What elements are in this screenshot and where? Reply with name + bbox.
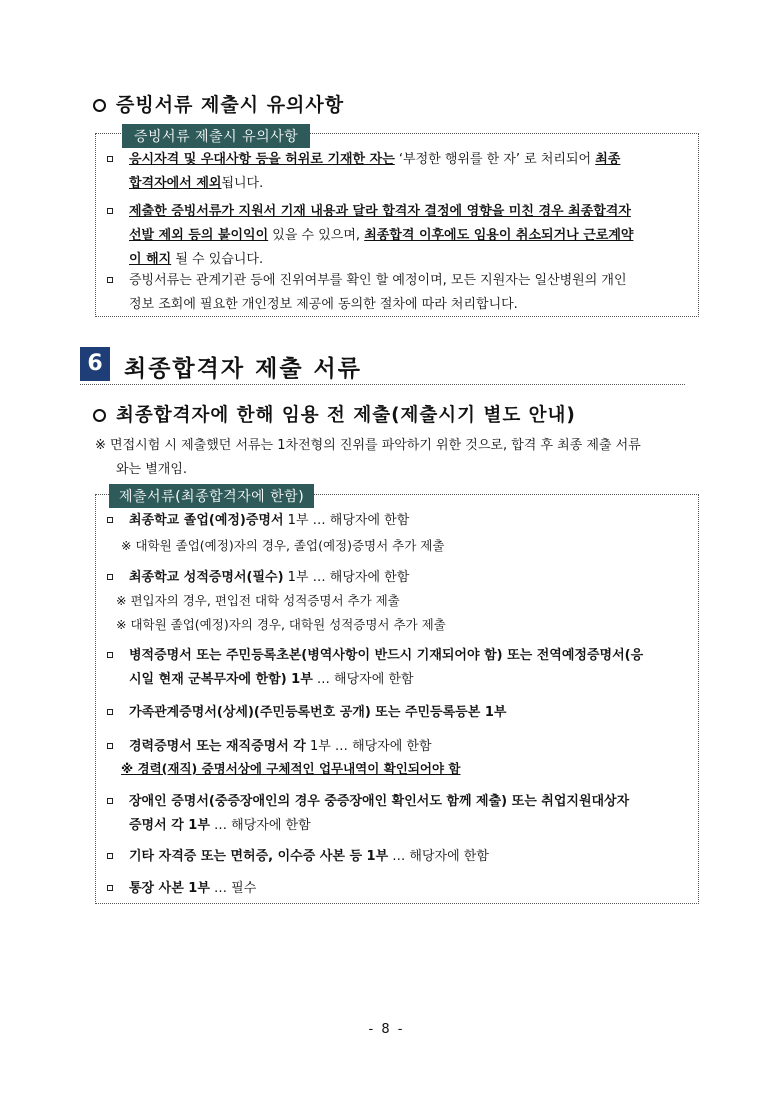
document-item-8 — [107, 877, 692, 901]
notice-item-1-emph: 응시자격 및 우대사항 등을 허위로 기재한 자는 — [129, 152, 395, 167]
document-item-6-detail: … 해당자에 한함 — [209, 818, 311, 833]
square-bullet-icon — [107, 798, 113, 804]
document-item-1 — [107, 509, 692, 533]
document-item-3-line2: 시일 현재 군복무자에 한함) 1부 — [129, 672, 313, 687]
square-bullet-icon — [107, 652, 113, 658]
document-item-2-detail: 1부 … 해당자에 한함 — [283, 570, 410, 585]
square-bullet-icon — [107, 277, 113, 283]
document-item-2 — [107, 566, 692, 590]
document-item-5 — [107, 735, 692, 759]
square-bullet-icon — [107, 709, 113, 715]
page-number: - 8 - — [368, 1022, 405, 1037]
document-item-6-line2: 증명서 각 1부 — [129, 818, 210, 833]
notice-item-2-text2: 될 수 있습니다. — [171, 252, 264, 267]
document-item-2-note-2: ※ 대학원 졸업(예정)자의 경우, 대학원 성적증명서 추가 제출 — [116, 617, 446, 632]
square-bullet-icon — [107, 517, 113, 523]
notice-item-1-emph3: 합격자에서 제외 — [129, 176, 222, 191]
document-item-3-line1: 병적증명서 또는 주민등록초본(병역사항이 반드시 기재되어야 함) 또는 전역예정증명서(응 — [129, 648, 644, 663]
section6-note-line1: ※ 면접시험 시 제출했던 서류는 1차전형의 진위를 파악하기 위한 것으로, 합격 후 최종 제출 서류 — [95, 438, 641, 453]
notice-item-3 — [107, 269, 692, 317]
notice-box-label: 증빙서류 제출시 유의사항 — [122, 124, 310, 148]
notice-item-1-emph2: 최종 — [595, 152, 621, 167]
notice-item-1-text: ‘부정한 행위를 한 자’ 로 처리되어 — [394, 152, 596, 167]
square-bullet-icon — [107, 208, 113, 214]
document-item-7-name: 기타 자격증 또는 면허증, 이수증 사본 등 1부 — [129, 849, 389, 864]
section6-subheading — [93, 401, 576, 427]
section-title: 최종합격자 제출 서류 — [124, 356, 362, 382]
document-item-6 — [107, 790, 692, 838]
document-item-5-note: ※ 경력(재직) 증명서상에 구체적인 업무내역이 확인되어야 함 — [121, 761, 461, 776]
document-item-2-name: 최종학교 성적증명서(필수) — [129, 570, 284, 585]
document-item-3-detail: … 해당자에 한함 — [312, 672, 414, 687]
document-item-6-line1: 장애인 증명서(중증장애인의 경우 중증장애인 확인서도 함께 제출) 또는 취업지원대상자 — [129, 794, 630, 809]
circle-bullet-icon — [93, 409, 106, 422]
section-number-badge: 6 — [80, 347, 110, 381]
notice-item-2-line1: 제출한 증빙서류가 지원서 기재 내용과 달라 합격자 결정에 영향을 미친 경우 최종합격자 — [129, 204, 631, 219]
notice-item-2-emph: 선발 제외 등의 불이익이 — [129, 228, 269, 243]
square-bullet-icon — [107, 743, 113, 749]
section6-subheading-text: 최종합격자에 한해 임용 전 제출(제출시기 별도 안내) — [116, 405, 576, 426]
square-bullet-icon — [107, 853, 113, 859]
document-item-1-name: 최종학교 졸업(예정)증명서 — [129, 513, 284, 528]
notice-item-2-text: 있을 수 있으며, — [268, 228, 365, 243]
circle-bullet-icon — [93, 99, 106, 112]
notice-item-1-text2: 됩니다. — [221, 176, 264, 191]
document-item-8-name: 통장 사본 1부 — [129, 881, 210, 896]
square-bullet-icon — [107, 885, 113, 891]
notice-item-2 — [107, 200, 692, 272]
section-divider — [80, 384, 685, 385]
square-bullet-icon — [107, 574, 113, 580]
notice-item-3-line1: 증빙서류는 관계기관 등에 진위여부를 확인 할 예정이며, 모든 지원자는 일산병원의 개인 — [129, 273, 627, 288]
document-item-7 — [107, 845, 692, 869]
document-item-4 — [107, 701, 692, 725]
document-item-5-detail: 1부 … 해당자에 한함 — [305, 739, 432, 754]
document-item-4-name: 가족관계증명서(상세)(주민등록번호 공개) 또는 주민등록등본 1부 — [129, 705, 507, 720]
notice-item-2-emph3: 이 해지 — [129, 252, 172, 267]
section6-note-line2: 와는 별개임. — [116, 462, 188, 477]
square-bullet-icon — [107, 156, 113, 162]
notice-heading-text: 증빙서류 제출시 유의사항 — [116, 94, 345, 116]
documents-box-label: 제출서류(최종합격자에 한함) — [109, 484, 314, 508]
document-item-1-note: ※ 대학원 졸업(예정)자의 경우, 졸업(예정)증명서 추가 제출 — [121, 538, 445, 553]
document-item-5-name: 경력증명서 또는 재직증명서 각 — [129, 739, 306, 754]
notice-item-1 — [107, 148, 692, 196]
document-item-7-detail: … 해당자에 한함 — [388, 849, 489, 864]
document-item-8-detail: … 필수 — [209, 881, 257, 896]
document-item-2-note-1: ※ 편입자의 경우, 편입전 대학 성적증명서 추가 제출 — [116, 593, 400, 608]
notice-item-3-line2: 정보 조회에 필요한 개인정보 제공에 동의한 절차에 따라 처리합니다. — [129, 297, 518, 312]
documents-box — [95, 494, 699, 904]
notice-item-2-emph2: 최종합격 이후에도 임용이 취소되거나 근로계약 — [364, 228, 634, 243]
document-item-1-detail: 1부 … 해당자에 한함 — [283, 513, 410, 528]
notice-heading — [93, 90, 344, 117]
document-item-3 — [107, 644, 692, 692]
